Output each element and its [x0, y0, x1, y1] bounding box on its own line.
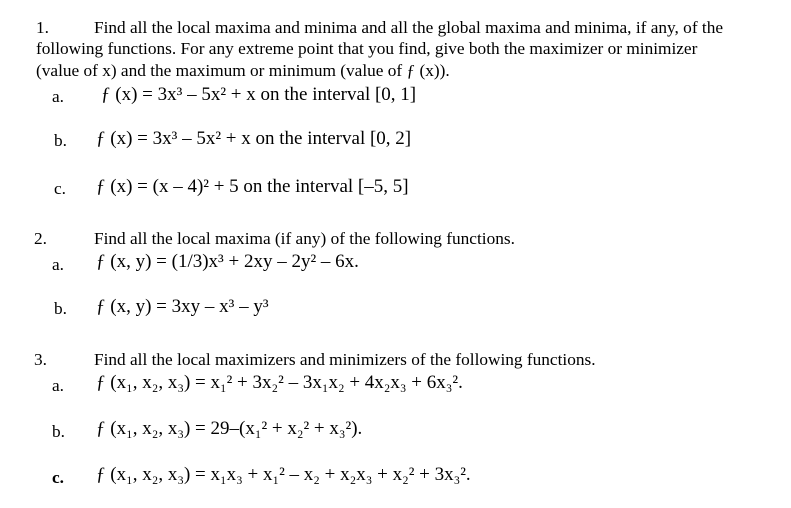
problem-1b-formula: ƒ (x) = 3x³ – 5x² + x on the interval [0, 2]: [96, 128, 412, 149]
problem-1-intro-line-2: following functions. For any extreme point that you find, give both the maximizer or minimizer: [36, 39, 698, 58]
problem-1c-label: c.: [54, 179, 66, 198]
problem-2a-formula: ƒ (x, y) = (1/3)x³ + 2xy – 2y² – 6x.: [96, 251, 359, 272]
problem-2-intro: Find all the local maxima (if any) of the following functions.: [94, 229, 515, 248]
problem-3-intro: Find all the local maximizers and minimizers of the following functions.: [94, 350, 596, 369]
problem-1b-label: b.: [54, 131, 67, 150]
problem-1a-formula: ƒ (x) = 3x³ – 5x² + x on the interval [0, 1]: [101, 84, 417, 105]
problem-2-number: 2.: [34, 229, 47, 248]
problem-1-number: 1.: [36, 18, 49, 37]
problem-3a-label: a.: [52, 376, 64, 395]
problem-1a-label: a.: [52, 87, 64, 106]
problem-3-number: 3.: [34, 350, 47, 369]
problem-3a-formula: ƒ (x₁, x₂, x₃) = x₁² + 3x₂² – 3x₁x₂ + 4x₂x₃ + 6x₃².: [96, 372, 463, 393]
problem-2b-label: b.: [54, 299, 67, 318]
problem-1c-formula: ƒ (x) = (x – 4)² + 5 on the interval [–5, 5]: [96, 176, 409, 197]
problem-2b-formula: ƒ (x, y) = 3xy – x³ – y³: [96, 296, 269, 317]
problem-3b-label: b.: [52, 422, 65, 441]
problem-3b-formula: ƒ (x₁, x₂, x₃) = 29–(x₁² + x₂² + x₃²).: [96, 418, 363, 439]
problem-1-intro-line-3: (value of x) and the maximum or minimum (value of ƒ (x)).: [36, 61, 450, 80]
problem-2a-label: a.: [52, 255, 64, 274]
problem-3c-label: c.: [52, 468, 64, 487]
problem-3c-formula: ƒ (x₁, x₂, x₃) = x₁x₃ + x₁² – x₂ + x₂x₃ + x₂² + 3x₃².: [96, 464, 471, 485]
problem-1-intro-line-1: Find all the local maxima and minima and all the global maxima and minima, if any, of the: [94, 18, 724, 37]
